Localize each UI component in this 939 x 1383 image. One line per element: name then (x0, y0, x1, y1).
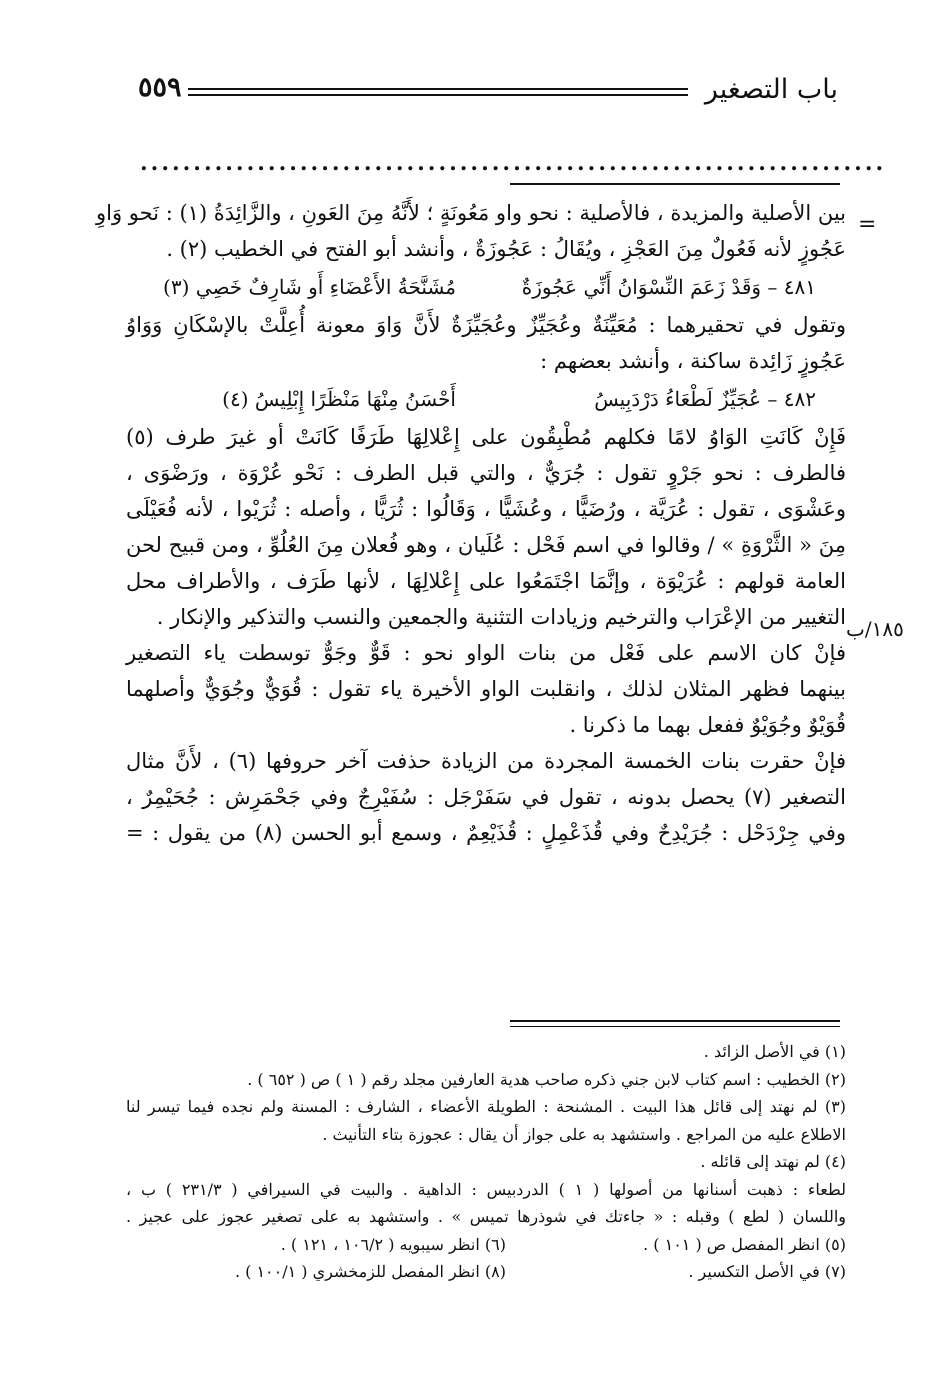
footnote-4-cont2: واللسان ( لطع ) وقبله : « جاءتك في شوذرها تميس » . واستشهد به على تصغير عجوز على عجيز . (126, 1207, 846, 1226)
footnote-4: (٤) لم نهتد إلى قائله . (700, 1152, 846, 1171)
footnote-pair (126, 1258, 846, 1286)
folio-marker: ١٨٥/ب (846, 617, 904, 641)
separator-dots: ...................................................................... (140, 150, 887, 176)
text-line: التغيير من الإعْرَاب والترخيم وزيادات التثنية والجمعين والنسب والتذكير والإنكار . (156, 605, 846, 629)
header-rule-double (188, 94, 688, 96)
verse-second-hemistich: مُشَنَّحَةُ الأَعْضَاءِ أَو شَارِفٌ خَصِي (٣) (163, 275, 456, 299)
text-line: فَإِنْ كَانَتِ الوَاوُ لامًا فكلهم مُطْبِقُون على إِعْلالِهَا طَرَفًا كَانَتْ أو غيرَ طرف (٥) (126, 425, 846, 449)
verse-481 (126, 267, 846, 307)
text-line: وعَشْوَى ، تقول : عُرَيَّة ، ورُضَيًّا ، وعُشَيًّا ، وَقَالُوا : ثُرَيًّا ، وأصله : ثُرَيْوا ، لأنه فُعَيْلَى (126, 497, 846, 521)
footnote-3: (٣) لم نهتد إلى قائل هذا البيت . المشنحة : الطويلة الأعضاء ، الشارف : المسنة ولم نجده فيما تيسر لنا (126, 1097, 846, 1116)
footnote-1: (١) في الأصل الزائد . (703, 1042, 846, 1061)
verse-number: ٤٨١ – (767, 275, 816, 299)
text-line: التصغير (٧) يحصل بدونه ، تقول في سَفَرْجَل : سُفَيْرِجٌ وفي جَحْمَرِش : جُحَيْمِرٌ ، (126, 785, 846, 809)
text-line: فالطرف : نحو جَرْوٍ تقول : جُرَيٌّ ، والتي قبل الطرف : نَحْو عُرْوَة ، ورَضْوَى ، (126, 461, 846, 485)
footnote-2: (٢) الخطيب : اسم كتاب لابن جني ذكره صاحب هدية العارفين مجلد رقم ( ١ ) ص ( ٦٥٢ ) . (247, 1069, 846, 1089)
text-line: وتقول في تحقيرهما : مُعَيِّنَةٌ وعُجَيِّزٌ وعُجَيِّزَةٌ لأَنَّ وَاوَ معونة أُعِلَّتْ بالإسْكَانِ وَوَاوُ (126, 313, 846, 337)
text-line: قُوَيْوٌ وجُوَيْوٌ ففعل بهما ما ذكرنا . (569, 713, 846, 737)
text-line: فإنْ كان الاسم على فَعْل من بنات الواو نحو : قَوٌّ وجَوٌّ توسطت ياء التصغير (126, 641, 846, 665)
running-header (138, 70, 838, 110)
text-line: العامة قولهم : عُرَيْوَة ، وإنَّمَا اجْتَمَعُوا على إِعْلالِهَا ، لأنها طَرَف ، والأطراف محل (126, 569, 846, 593)
main-text (95, 195, 846, 851)
continuation-rule (510, 183, 840, 185)
footnote-7: (٧) في الأصل التكسير . (688, 1262, 846, 1281)
footnotes (126, 1038, 846, 1286)
verse-text: عُجَيِّزٌ لَطْعَاءُ دَرْدَبِيسُ (594, 387, 762, 411)
text-line: وفي جِرْدَحْل : جُرَيْدِحٌ وفي قُذَعْمِلٍ : قُذَيْعِمٌ ، وسمع أبو الحسن (٨) من يقول : = (126, 821, 846, 845)
verse-first-hemistich (456, 267, 846, 307)
verse-second-hemistich: أَحْسَنُ مِنْهَا مَنْظَرًا إِبْلِيسُ (٤) (222, 387, 456, 411)
text-line: بينهما فظهر المثلان لذلك ، وانقلبت الواو الأخيرة ياء تقول : قُوَيٌّ وجُوَيٌّ وأصلهما (126, 677, 846, 701)
page-number: ٥٥٩ (138, 72, 182, 103)
verse-text: وَقَدْ زَعَمَ النِّسْوَانُ أَنِّي عَجُوزَةٌ (521, 275, 762, 299)
chapter-title: باب التصغير (704, 74, 838, 105)
footnote-5: (٥) انظر المفصل ص ( ١٠١ ) . (643, 1234, 846, 1254)
footnote-rule (510, 1020, 840, 1022)
continuation-mark: = (858, 212, 877, 237)
footnote-pair (126, 1231, 846, 1259)
footnote-8: (٨) انظر المفصل للزمخشري ( ١٠٠/١ ) . (234, 1262, 506, 1281)
footnote-4-cont: لطعاء : ذهبت أسنانها من أصولها ( ١ ) الدردبيس : الداهية . والبيت في السيرافي ( ٢٣١/٣ ) ب ، (126, 1179, 846, 1199)
footnote-3-cont: الاطلاع عليه من المراجع . واستشهد به على جواز أن يقال : عجوزة بتاء التأنيث . (322, 1124, 846, 1144)
footnote-6: (٦) انظر سيبويه ( ١٠٦/٢ ، ١٢١ ) . (280, 1234, 506, 1254)
text-line: مِنَ « الثَّرْوَةِ » / وقالوا في اسم فَحْل : عُلَيان ، وهو فُعلان مِنَ العُلُوِّ ، ومن قبيح لحن (126, 533, 846, 557)
text-line: عَجُوزٍ لأنه فَعُولٌ مِنَ العَجْزِ ، ويُقَالُ : عَجُوزَةٌ ، وأنشد أبو الفتح في الخطيب (٢) . (166, 237, 846, 261)
footnote-rule-thin (510, 1026, 840, 1027)
text-line: بين الأصلية والمزيدة ، فالأصلية : نحو واو مَعُونَةٍ ؛ لأَنَّهُ مِنَ العَونِ ، والزَّائِدَةُ (١) : نَحو وَاوِ (95, 201, 846, 225)
header-rule (188, 88, 688, 90)
text-line: فإنْ حقرت بنات الخمسة المجردة من الزيادة حذفت آخر حروفها (٦) ، لأَنَّ مثال (126, 749, 846, 773)
verse-first-hemistich (456, 379, 846, 419)
verse-482 (126, 379, 846, 419)
verse-number: ٤٨٢ – (767, 387, 816, 411)
text-line: عَجُوزٍ زَائِدة ساكنة ، وأنشد بعضهم : (540, 349, 846, 373)
